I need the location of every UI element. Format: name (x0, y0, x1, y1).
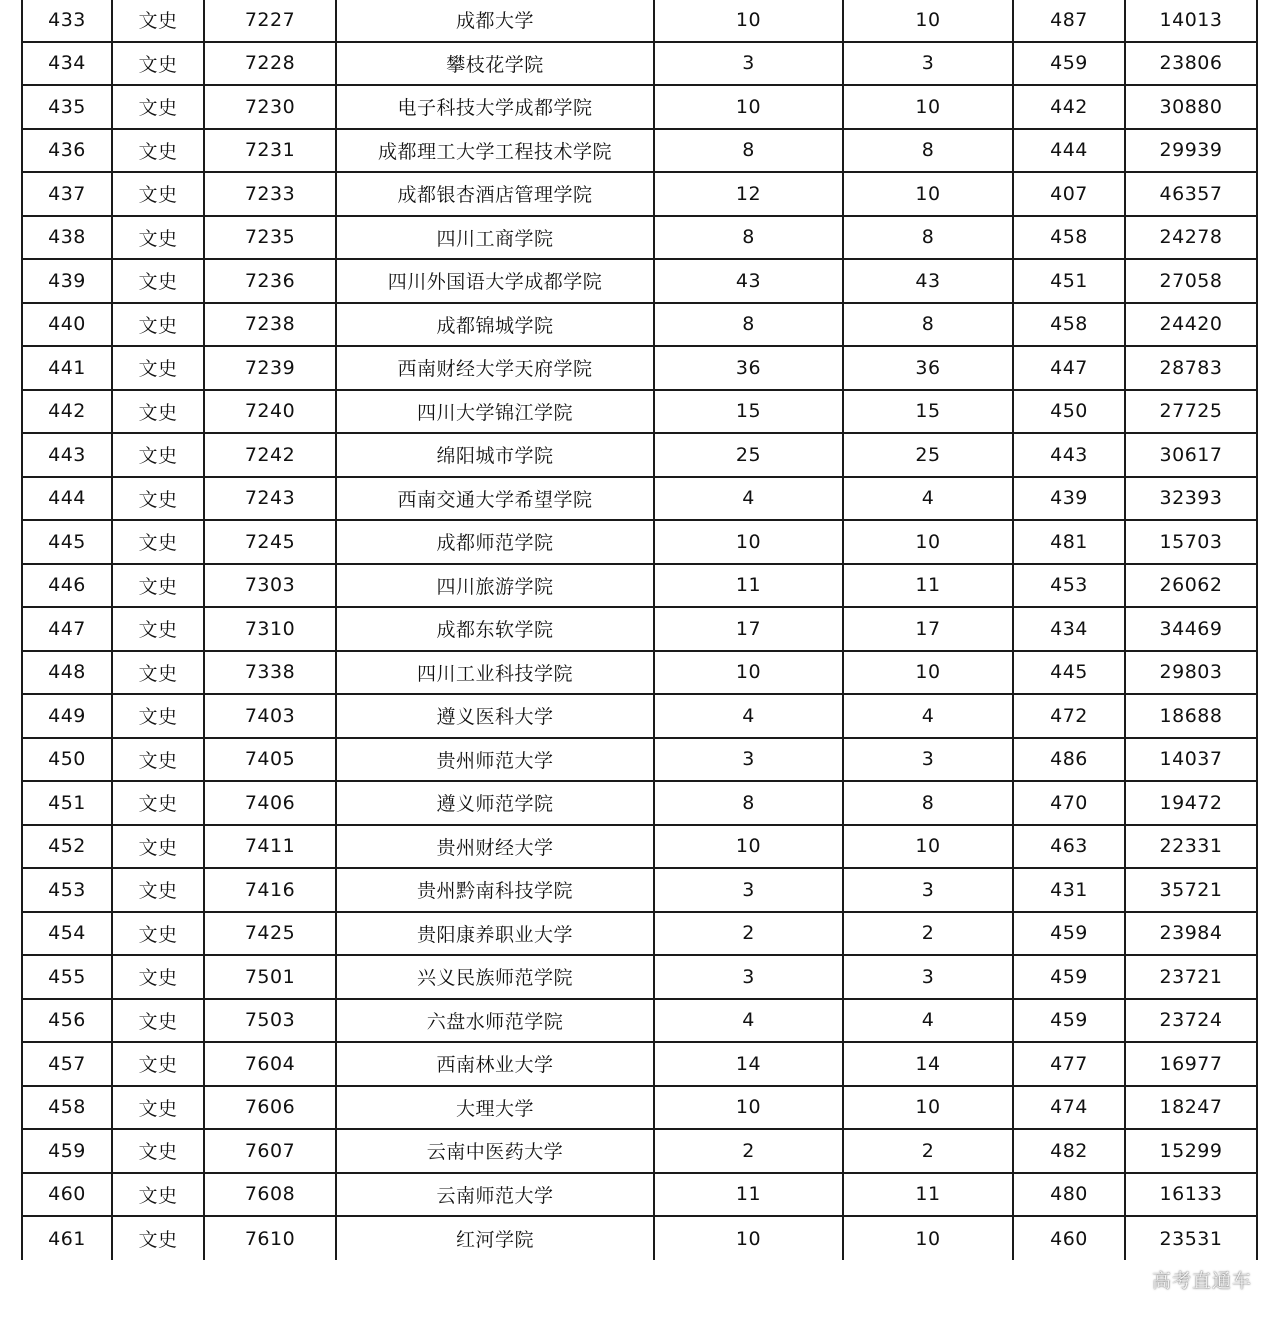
admitted-count-cell: 2 (843, 912, 1013, 956)
admitted-count-cell: 4 (843, 694, 1013, 738)
category-cell: 文史 (112, 172, 204, 216)
table-body (22, 0, 1257, 1260)
code-cell: 7242 (204, 433, 336, 477)
school-name-cell: 绵阳城市学院 (336, 433, 654, 477)
min-score-cell: 459 (1013, 999, 1125, 1043)
min-score-cell: 444 (1013, 129, 1125, 173)
rank-cell: 24278 (1125, 216, 1257, 260)
rank-cell: 35721 (1125, 868, 1257, 912)
plan-count-cell: 4 (654, 477, 843, 521)
code-cell: 7233 (204, 172, 336, 216)
serial-cell: 441 (22, 346, 112, 390)
code-cell: 7235 (204, 216, 336, 260)
rank-cell: 16133 (1125, 1173, 1257, 1217)
serial-cell: 447 (22, 607, 112, 651)
min-score-cell: 458 (1013, 216, 1125, 260)
school-name-cell: 六盘水师范学院 (336, 999, 654, 1043)
category-cell: 文史 (112, 607, 204, 651)
code-cell: 7607 (204, 1129, 336, 1173)
code-cell: 7405 (204, 738, 336, 782)
serial-cell: 449 (22, 694, 112, 738)
code-cell: 7606 (204, 1086, 336, 1130)
serial-cell: 433 (22, 0, 112, 42)
serial-cell: 460 (22, 1173, 112, 1217)
school-name-cell: 兴义民族师范学院 (336, 955, 654, 999)
school-name-cell: 遵义医科大学 (336, 694, 654, 738)
plan-count-cell: 11 (654, 1173, 843, 1217)
admitted-count-cell: 3 (843, 955, 1013, 999)
category-cell: 文史 (112, 694, 204, 738)
school-name-cell: 成都锦城学院 (336, 303, 654, 347)
min-score-cell: 474 (1013, 1086, 1125, 1130)
rank-cell: 22331 (1125, 825, 1257, 869)
min-score-cell: 459 (1013, 42, 1125, 86)
table-row (22, 216, 1257, 260)
category-cell: 文史 (112, 520, 204, 564)
category-cell: 文史 (112, 346, 204, 390)
admitted-count-cell: 10 (843, 85, 1013, 129)
school-name-cell: 成都大学 (336, 0, 654, 42)
category-cell: 文史 (112, 259, 204, 303)
serial-cell: 461 (22, 1216, 112, 1260)
category-cell: 文史 (112, 390, 204, 434)
min-score-cell: 459 (1013, 912, 1125, 956)
rank-cell: 27058 (1125, 259, 1257, 303)
admitted-count-cell: 10 (843, 0, 1013, 42)
serial-cell: 450 (22, 738, 112, 782)
plan-count-cell: 3 (654, 868, 843, 912)
school-name-cell: 云南中医药大学 (336, 1129, 654, 1173)
plan-count-cell: 3 (654, 42, 843, 86)
code-cell: 7406 (204, 781, 336, 825)
plan-count-cell: 43 (654, 259, 843, 303)
admitted-count-cell: 3 (843, 42, 1013, 86)
code-cell: 7501 (204, 955, 336, 999)
table-row (22, 520, 1257, 564)
admitted-count-cell: 8 (843, 129, 1013, 173)
admitted-count-cell: 4 (843, 477, 1013, 521)
table-row (22, 85, 1257, 129)
plan-count-cell: 14 (654, 1042, 843, 1086)
school-name-cell: 四川工商学院 (336, 216, 654, 260)
rank-cell: 23984 (1125, 912, 1257, 956)
school-name-cell: 西南交通大学希望学院 (336, 477, 654, 521)
table-row (22, 781, 1257, 825)
school-name-cell: 贵州财经大学 (336, 825, 654, 869)
table-row (22, 825, 1257, 869)
code-cell: 7416 (204, 868, 336, 912)
code-cell: 7239 (204, 346, 336, 390)
rank-cell: 46357 (1125, 172, 1257, 216)
school-name-cell: 云南师范大学 (336, 1173, 654, 1217)
min-score-cell: 470 (1013, 781, 1125, 825)
rank-cell: 18688 (1125, 694, 1257, 738)
min-score-cell: 486 (1013, 738, 1125, 782)
plan-count-cell: 36 (654, 346, 843, 390)
serial-cell: 457 (22, 1042, 112, 1086)
table-row (22, 172, 1257, 216)
category-cell: 文史 (112, 651, 204, 695)
category-cell: 文史 (112, 999, 204, 1043)
category-cell: 文史 (112, 0, 204, 42)
admitted-count-cell: 11 (843, 564, 1013, 608)
table-row (22, 1173, 1257, 1217)
serial-cell: 451 (22, 781, 112, 825)
plan-count-cell: 12 (654, 172, 843, 216)
plan-count-cell: 11 (654, 564, 843, 608)
min-score-cell: 445 (1013, 651, 1125, 695)
table-row (22, 129, 1257, 173)
admitted-count-cell: 3 (843, 738, 1013, 782)
plan-count-cell: 10 (654, 825, 843, 869)
code-cell: 7230 (204, 85, 336, 129)
plan-count-cell: 8 (654, 781, 843, 825)
rank-cell: 26062 (1125, 564, 1257, 608)
plan-count-cell: 3 (654, 955, 843, 999)
table-row (22, 0, 1257, 42)
code-cell: 7243 (204, 477, 336, 521)
category-cell: 文史 (112, 868, 204, 912)
category-cell: 文史 (112, 477, 204, 521)
school-name-cell: 贵阳康养职业大学 (336, 912, 654, 956)
rank-cell: 34469 (1125, 607, 1257, 651)
min-score-cell: 434 (1013, 607, 1125, 651)
admitted-count-cell: 10 (843, 1216, 1013, 1260)
plan-count-cell: 10 (654, 0, 843, 42)
min-score-cell: 463 (1013, 825, 1125, 869)
plan-count-cell: 10 (654, 651, 843, 695)
plan-count-cell: 17 (654, 607, 843, 651)
plan-count-cell: 25 (654, 433, 843, 477)
table-row (22, 1086, 1257, 1130)
serial-cell: 443 (22, 433, 112, 477)
category-cell: 文史 (112, 912, 204, 956)
school-name-cell: 西南财经大学天府学院 (336, 346, 654, 390)
code-cell: 7303 (204, 564, 336, 608)
table-row (22, 999, 1257, 1043)
code-cell: 7310 (204, 607, 336, 651)
rank-cell: 32393 (1125, 477, 1257, 521)
admitted-count-cell: 8 (843, 781, 1013, 825)
watermark-text: 高考直通车 (1151, 1270, 1252, 1292)
school-name-cell: 电子科技大学成都学院 (336, 85, 654, 129)
serial-cell: 442 (22, 390, 112, 434)
table-row (22, 390, 1257, 434)
admissions-table (21, 0, 1258, 1260)
category-cell: 文史 (112, 85, 204, 129)
plan-count-cell: 8 (654, 216, 843, 260)
category-cell: 文史 (112, 129, 204, 173)
category-cell: 文史 (112, 564, 204, 608)
code-cell: 7228 (204, 42, 336, 86)
plan-count-cell: 10 (654, 1216, 843, 1260)
table-row (22, 912, 1257, 956)
min-score-cell: 459 (1013, 955, 1125, 999)
school-name-cell: 成都银杏酒店管理学院 (336, 172, 654, 216)
admitted-count-cell: 8 (843, 303, 1013, 347)
admitted-count-cell: 4 (843, 999, 1013, 1043)
table-row (22, 564, 1257, 608)
category-cell: 文史 (112, 1173, 204, 1217)
min-score-cell: 443 (1013, 433, 1125, 477)
school-name-cell: 四川工业科技学院 (336, 651, 654, 695)
rank-cell: 30617 (1125, 433, 1257, 477)
code-cell: 7610 (204, 1216, 336, 1260)
serial-cell: 459 (22, 1129, 112, 1173)
code-cell: 7403 (204, 694, 336, 738)
min-score-cell: 487 (1013, 0, 1125, 42)
min-score-cell: 482 (1013, 1129, 1125, 1173)
admitted-count-cell: 8 (843, 216, 1013, 260)
rank-cell: 18247 (1125, 1086, 1257, 1130)
admitted-count-cell: 10 (843, 520, 1013, 564)
plan-count-cell: 4 (654, 694, 843, 738)
admitted-count-cell: 17 (843, 607, 1013, 651)
serial-cell: 458 (22, 1086, 112, 1130)
school-name-cell: 贵州师范大学 (336, 738, 654, 782)
admitted-count-cell: 43 (843, 259, 1013, 303)
school-name-cell: 四川旅游学院 (336, 564, 654, 608)
table-row (22, 868, 1257, 912)
rank-cell: 24420 (1125, 303, 1257, 347)
school-name-cell: 四川大学锦江学院 (336, 390, 654, 434)
min-score-cell: 480 (1013, 1173, 1125, 1217)
category-cell: 文史 (112, 1129, 204, 1173)
code-cell: 7608 (204, 1173, 336, 1217)
school-name-cell: 四川外国语大学成都学院 (336, 259, 654, 303)
admitted-count-cell: 25 (843, 433, 1013, 477)
rank-cell: 23724 (1125, 999, 1257, 1043)
table-row (22, 1129, 1257, 1173)
category-cell: 文史 (112, 42, 204, 86)
school-name-cell: 大理大学 (336, 1086, 654, 1130)
category-cell: 文史 (112, 955, 204, 999)
category-cell: 文史 (112, 825, 204, 869)
serial-cell: 438 (22, 216, 112, 260)
serial-cell: 453 (22, 868, 112, 912)
code-cell: 7425 (204, 912, 336, 956)
plan-count-cell: 8 (654, 129, 843, 173)
min-score-cell: 481 (1013, 520, 1125, 564)
admitted-count-cell: 10 (843, 1086, 1013, 1130)
category-cell: 文史 (112, 1216, 204, 1260)
rank-cell: 15703 (1125, 520, 1257, 564)
school-name-cell: 西南林业大学 (336, 1042, 654, 1086)
serial-cell: 437 (22, 172, 112, 216)
category-cell: 文史 (112, 216, 204, 260)
admitted-count-cell: 15 (843, 390, 1013, 434)
school-name-cell: 贵州黔南科技学院 (336, 868, 654, 912)
min-score-cell: 407 (1013, 172, 1125, 216)
table-row (22, 303, 1257, 347)
code-cell: 7240 (204, 390, 336, 434)
admitted-count-cell: 10 (843, 172, 1013, 216)
min-score-cell: 431 (1013, 868, 1125, 912)
admitted-count-cell: 10 (843, 651, 1013, 695)
admitted-count-cell: 11 (843, 1173, 1013, 1217)
serial-cell: 455 (22, 955, 112, 999)
rank-cell: 29939 (1125, 129, 1257, 173)
rank-cell: 29803 (1125, 651, 1257, 695)
code-cell: 7604 (204, 1042, 336, 1086)
min-score-cell: 458 (1013, 303, 1125, 347)
rank-cell: 15299 (1125, 1129, 1257, 1173)
code-cell: 7231 (204, 129, 336, 173)
table-row (22, 651, 1257, 695)
serial-cell: 446 (22, 564, 112, 608)
serial-cell: 444 (22, 477, 112, 521)
plan-count-cell: 15 (654, 390, 843, 434)
min-score-cell: 472 (1013, 694, 1125, 738)
code-cell: 7503 (204, 999, 336, 1043)
school-name-cell: 成都理工大学工程技术学院 (336, 129, 654, 173)
plan-count-cell: 8 (654, 303, 843, 347)
admitted-count-cell: 14 (843, 1042, 1013, 1086)
rank-cell: 30880 (1125, 85, 1257, 129)
plan-count-cell: 4 (654, 999, 843, 1043)
rank-cell: 14013 (1125, 0, 1257, 42)
admitted-count-cell: 10 (843, 825, 1013, 869)
rank-cell: 27725 (1125, 390, 1257, 434)
table-row (22, 607, 1257, 651)
admitted-count-cell: 36 (843, 346, 1013, 390)
plan-count-cell: 3 (654, 738, 843, 782)
serial-cell: 439 (22, 259, 112, 303)
min-score-cell: 477 (1013, 1042, 1125, 1086)
code-cell: 7411 (204, 825, 336, 869)
rank-cell: 19472 (1125, 781, 1257, 825)
serial-cell: 440 (22, 303, 112, 347)
table-row (22, 259, 1257, 303)
rank-cell: 23721 (1125, 955, 1257, 999)
serial-cell: 452 (22, 825, 112, 869)
code-cell: 7338 (204, 651, 336, 695)
code-cell: 7238 (204, 303, 336, 347)
serial-cell: 434 (22, 42, 112, 86)
serial-cell: 456 (22, 999, 112, 1043)
min-score-cell: 439 (1013, 477, 1125, 521)
school-name-cell: 成都东软学院 (336, 607, 654, 651)
table-row (22, 477, 1257, 521)
code-cell: 7227 (204, 0, 336, 42)
serial-cell: 448 (22, 651, 112, 695)
min-score-cell: 442 (1013, 85, 1125, 129)
table-row (22, 42, 1257, 86)
code-cell: 7245 (204, 520, 336, 564)
school-name-cell: 遵义师范学院 (336, 781, 654, 825)
category-cell: 文史 (112, 781, 204, 825)
category-cell: 文史 (112, 433, 204, 477)
rank-cell: 23531 (1125, 1216, 1257, 1260)
category-cell: 文史 (112, 303, 204, 347)
table-row (22, 694, 1257, 738)
min-score-cell: 450 (1013, 390, 1125, 434)
table-row (22, 1042, 1257, 1086)
admitted-count-cell: 3 (843, 868, 1013, 912)
serial-cell: 436 (22, 129, 112, 173)
min-score-cell: 460 (1013, 1216, 1125, 1260)
category-cell: 文史 (112, 1086, 204, 1130)
code-cell: 7236 (204, 259, 336, 303)
serial-cell: 435 (22, 85, 112, 129)
table-row (22, 955, 1257, 999)
admitted-count-cell: 2 (843, 1129, 1013, 1173)
school-name-cell: 成都师范学院 (336, 520, 654, 564)
school-name-cell: 红河学院 (336, 1216, 654, 1260)
plan-count-cell: 2 (654, 912, 843, 956)
table-row (22, 433, 1257, 477)
min-score-cell: 447 (1013, 346, 1125, 390)
rank-cell: 16977 (1125, 1042, 1257, 1086)
rank-cell: 14037 (1125, 738, 1257, 782)
rank-cell: 28783 (1125, 346, 1257, 390)
plan-count-cell: 10 (654, 85, 843, 129)
serial-cell: 454 (22, 912, 112, 956)
plan-count-cell: 10 (654, 520, 843, 564)
category-cell: 文史 (112, 1042, 204, 1086)
school-name-cell: 攀枝花学院 (336, 42, 654, 86)
category-cell: 文史 (112, 738, 204, 782)
rank-cell: 23806 (1125, 42, 1257, 86)
table-row (22, 738, 1257, 782)
table-row (22, 1216, 1257, 1260)
table-row (22, 346, 1257, 390)
min-score-cell: 453 (1013, 564, 1125, 608)
plan-count-cell: 2 (654, 1129, 843, 1173)
plan-count-cell: 10 (654, 1086, 843, 1130)
min-score-cell: 451 (1013, 259, 1125, 303)
serial-cell: 445 (22, 520, 112, 564)
